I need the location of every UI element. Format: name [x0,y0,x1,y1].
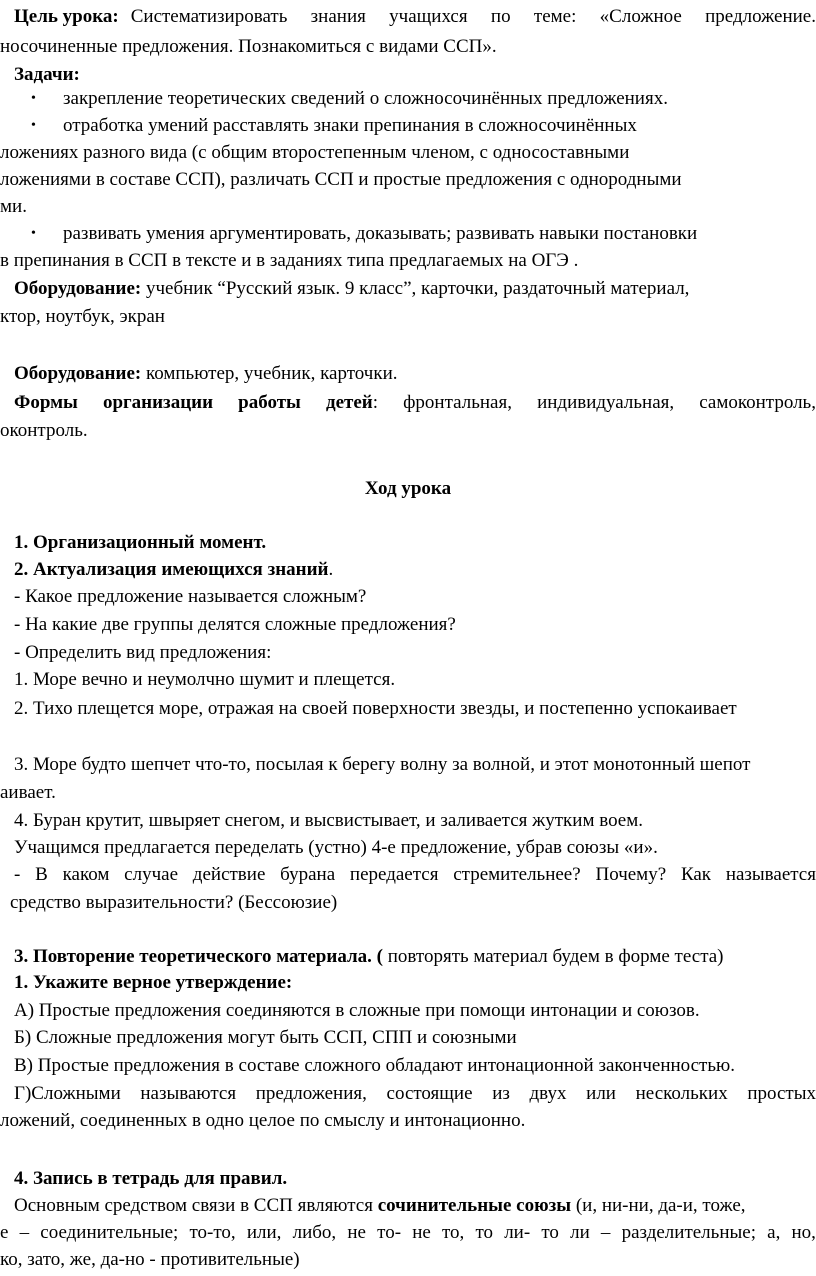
task-item-1: закрепление теоретических сведений о сложносочинённых предложениях. [63,88,668,109]
task-item-3-cont: в препинания в ССП в тексте и в заданиях типа предлагаемых на ОГЭ . [0,250,579,271]
rule-word: то, [441,1222,465,1243]
q-buran-word: Как [680,864,712,885]
q-buran-word: называется [725,864,816,885]
question-buran-line-1 [14,862,816,888]
sentence-item: 2. Тихо плещется море, отражая на своей поверхности звезды, и постепенно успокаивает [14,698,737,719]
equipment2-text: компьютер, учебник, карточки. [145,363,398,384]
section-2-heading: 2. Актуализация имеющихся знаний [14,559,329,580]
rule-word: не [412,1222,431,1243]
bullet-icon: • [31,226,36,241]
test-option: А) Простые предложения соединяются в сложные при помощи интонации и союзов. [14,1000,700,1021]
option-g-word: Г)Сложными [14,1083,121,1104]
rule-word: то [541,1222,559,1243]
forms-label-last [326,390,378,416]
rule-text-start: Основным средством связи в ССП являются [14,1195,373,1216]
option-g-word: предложения, [255,1083,367,1104]
bullet-icon: • [31,91,36,106]
section-1-heading: 1. Организационный момент. [14,532,267,553]
forms-label-word: работы [238,392,301,413]
equipment-text: учебник “Русский язык. 9 класс”, карточки, раздаточный материал, [145,278,690,299]
section-3-note: повторять материал будем в форме теста) [387,946,724,967]
lesson-title: Ход урока [364,478,452,499]
rule-word: то-то, [189,1222,236,1243]
option-g-word: или [586,1083,616,1104]
rule-word: то [475,1222,494,1243]
equipment2-label: Оборудование: [14,363,142,384]
rule-word: – [600,1222,611,1243]
rule-line-3: ко, зато, же, да-но - противительные) [0,1249,300,1270]
section-2-dot: . [328,559,334,580]
forms-line-1 [14,390,816,416]
rule-word: то- [377,1222,402,1243]
rule-word: разделительные; [621,1222,756,1243]
forms-label-word: Формы [14,392,78,413]
forms-text-word: самоконтроль, [699,392,816,413]
rule-word: ли- [504,1222,531,1243]
rule-text-end: (и, ни-ни, да-и, тоже, [575,1195,746,1216]
rule-word: е [0,1222,9,1243]
section-3-heading: 3. Повторение теоретического материала. ( [14,946,383,967]
question-item: - Какое предложение называется сложным? [14,586,367,607]
section-4-heading: 4. Запись в тетрадь для правил. [14,1168,288,1189]
option-g-word: двух [529,1083,567,1104]
option-g-word: простых [747,1083,816,1104]
question-item: - На какие две группы делятся сложные предложения? [14,614,456,635]
sentence-item: 3. Море будто шепчет что-то, посылая к берегу волну за волной, и этот монотонный шепот [14,754,751,775]
sentence-item-cont: аивает. [0,782,56,803]
q-buran-word: случае [124,864,179,885]
goal-text: Систематизировать знания учащихся по теме: «Сложное предложение. [130,6,816,27]
goal-label: Цель урока: [14,6,119,27]
test-option: В) Простые предложения в составе сложного обладают интонационной законченностью. [14,1055,735,1076]
q-buran-word: - [14,864,21,885]
q-buran-word: бурана [280,864,336,885]
task-item-3: развивать умения аргументировать, доказывать; развивать навыки постановки [63,223,698,244]
section-3-line [14,944,724,970]
q-buran-word: стремительнее? [453,864,581,885]
rule-line-1 [14,1193,746,1219]
forms-label-word: детей [325,392,373,413]
forms-text-word: фронтальная, [403,392,512,413]
equipment-line-1 [14,276,689,302]
task-item-2-cont: ложениями в составе ССП), различать ССП и простые предложения с однородными [0,169,682,190]
rule-word: соединительные; [40,1222,179,1243]
bullet-icon: • [31,118,36,133]
q-buran-word: передается [349,864,439,885]
test-option-g-line-1 [14,1081,816,1107]
goal-line-2: носочиненные предложения. Познакомиться с видами ССП». [0,36,497,57]
forms-label-word: организации [102,392,214,413]
rule-word: не [347,1222,366,1243]
option-g-word: нескольких [635,1083,728,1104]
question-item: - Определить вид предложения: [14,642,272,663]
task-item-2-cont: ложениях разного вида (с общим второстепенным членом, с односоставными [0,142,630,163]
q-buran-word: действие [192,864,266,885]
q-buran-word: Почему? [595,864,667,885]
rule-word: но, [791,1222,816,1243]
question-buran-line-2: средство выразительности? (Бессоюзие) [10,892,338,913]
rule-line-2 [0,1220,816,1246]
option-g-word: из [492,1083,510,1104]
sentence-item: 1. Море вечно и неумолчно шумит и плещется. [14,669,396,690]
rule-word: а, [767,1222,781,1243]
rule-word: либо, [292,1222,337,1243]
forms-line-2: оконтроль. [0,420,88,441]
forms-colon: : [372,392,379,413]
rule-text-bold: сочинительные союзы [377,1195,572,1216]
rule-word: ли [570,1222,590,1243]
section-2-line [14,557,333,583]
goal-line-1 [14,4,816,30]
option-g-word: состоящие [386,1083,473,1104]
rule-word: – [19,1222,30,1243]
equipment2-line [14,361,398,387]
equipment-label: Оборудование: [14,278,142,299]
task-text: Учащимся предлагается переделать (устно) 4-е предложение, убрав союзы «и». [14,837,658,858]
sentence-item: 4. Буран крутит, швыряет снегом, и высвистывает, и заливается жутким воем. [14,810,644,831]
equipment-line-2: ктор, ноутбук, экран [0,306,165,327]
q-buran-word: В [35,864,48,885]
test-option-g-line-2: ложений, соединенных в одно целое по смыслу и интонационно. [0,1110,526,1131]
rule-word: или, [246,1222,282,1243]
forms-text-word: индивидуальная, [537,392,675,413]
test-option: Б) Сложные предложения могут быть ССП, СПП и союзными [14,1027,517,1048]
tasks-heading: Задачи: [14,64,80,85]
task-item-2: отработка умений расставлять знаки препинания в сложносочинённых [63,115,637,136]
test-heading: 1. Укажите верное утверждение: [14,972,293,993]
option-g-word: называются [140,1083,237,1104]
task-item-2-cont: ми. [0,196,27,217]
q-buran-word: каком [62,864,110,885]
